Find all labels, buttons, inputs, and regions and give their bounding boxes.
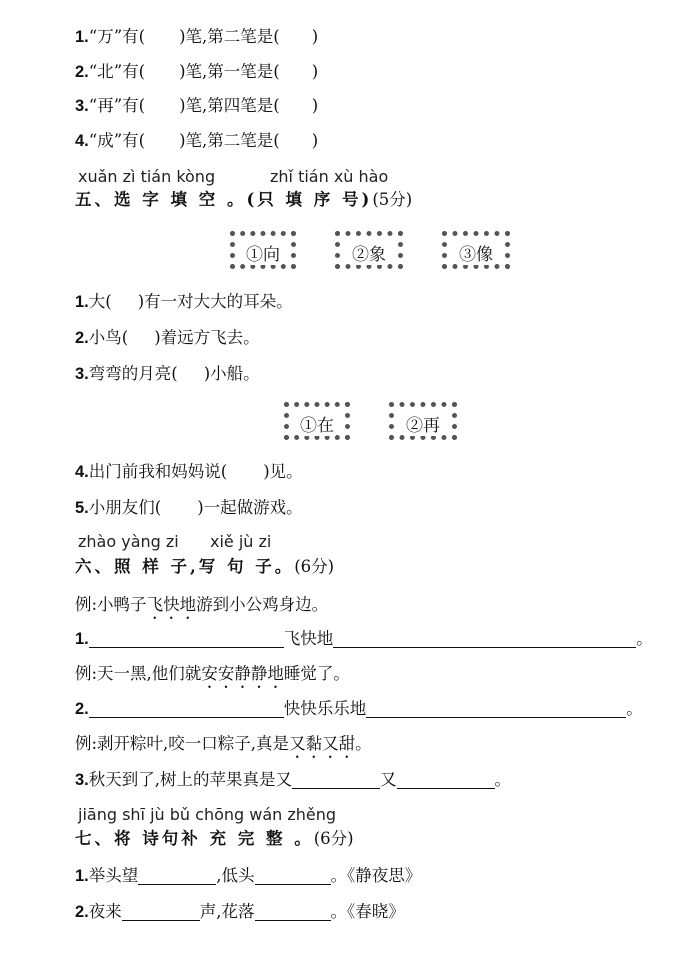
- fill-question: 4.出门前我和妈妈说( )见。: [75, 462, 303, 481]
- answer-blank[interactable]: [333, 629, 636, 648]
- question-number: 2.: [75, 63, 89, 81]
- fill-question: 2.小鸟( )着远方飞去。: [75, 328, 260, 347]
- fill-question: 1.大( )有一对大大的耳朵。: [75, 292, 293, 311]
- dotted-emphasis: 飞快地: [146, 595, 197, 614]
- answer-blank[interactable]: [122, 902, 200, 921]
- option-box: ②再: [389, 402, 457, 440]
- answer-blank[interactable]: [89, 629, 284, 648]
- section5-title: 五、选 字 填 空 。(只 填 序 号)(5分): [75, 190, 413, 209]
- write-question: 2. 快快乐乐地 。: [75, 699, 643, 718]
- write-question: 1. 飞快地 。: [75, 629, 653, 648]
- question-number: 1.: [75, 28, 89, 46]
- answer-blank[interactable]: [89, 699, 284, 718]
- dotted-emphasis: 又黏又甜: [289, 734, 356, 753]
- option-box: ①在: [284, 402, 350, 440]
- option-box: ①向: [230, 231, 296, 269]
- write-question: 3.秋天到了,树上的苹果真是又 又 。: [75, 770, 512, 789]
- option-box: ②象: [335, 231, 403, 269]
- question-number: 3.: [75, 97, 89, 115]
- example-sentence: 例:剥开粽叶,咬一口粽子,真是又黏又甜。: [75, 734, 372, 753]
- stroke-question: 3.“再”有( )笔,第四笔是( ): [75, 96, 319, 115]
- stroke-question: 1.“万”有( )笔,第二笔是( ): [75, 27, 319, 46]
- section5-pinyin-a: xuǎn zì tián kòng: [78, 167, 216, 186]
- section7-title: 七、将 诗句补 充 完 整 。(6分): [75, 829, 354, 848]
- option-box: ③像: [442, 231, 510, 269]
- answer-blank[interactable]: [255, 866, 331, 885]
- section7-pinyin: jiāng shī jù bǔ chōng wán zhěng: [78, 805, 337, 824]
- poem-question: 2.夜来 声,花落 。《春晓》: [75, 902, 405, 921]
- example-sentence: 例:小鸭子飞快地游到小公鸡身边。: [75, 595, 329, 614]
- section5-pinyin-b: zhǐ tián xù hào: [270, 167, 389, 186]
- answer-blank[interactable]: [366, 699, 626, 718]
- answer-blank[interactable]: [292, 770, 380, 789]
- answer-blank[interactable]: [138, 866, 216, 885]
- dotted-emphasis: 安安静静地: [201, 664, 284, 683]
- answer-blank[interactable]: [255, 902, 331, 921]
- fill-question: 5.小朋友们( )一起做游戏。: [75, 498, 303, 517]
- section6-title: 六、照 样 子,写 句 子。(6分): [75, 557, 335, 576]
- section6-pinyin-b: xiě jù zi: [210, 532, 272, 551]
- section6-pinyin-a: zhào yàng zi: [78, 532, 179, 551]
- example-sentence: 例:天一黑,他们就安安静静地睡觉了。: [75, 664, 350, 683]
- fill-question: 3.弯弯的月亮( )小船。: [75, 364, 260, 383]
- stroke-question: 2.“北”有( )笔,第一笔是( ): [75, 62, 319, 81]
- poem-question: 1.举头望 ,低头 。《静夜思》: [75, 866, 422, 885]
- question-number: 4.: [75, 132, 89, 150]
- stroke-question: 4.“成”有( )笔,第二笔是( ): [75, 131, 319, 150]
- answer-blank[interactable]: [397, 770, 495, 789]
